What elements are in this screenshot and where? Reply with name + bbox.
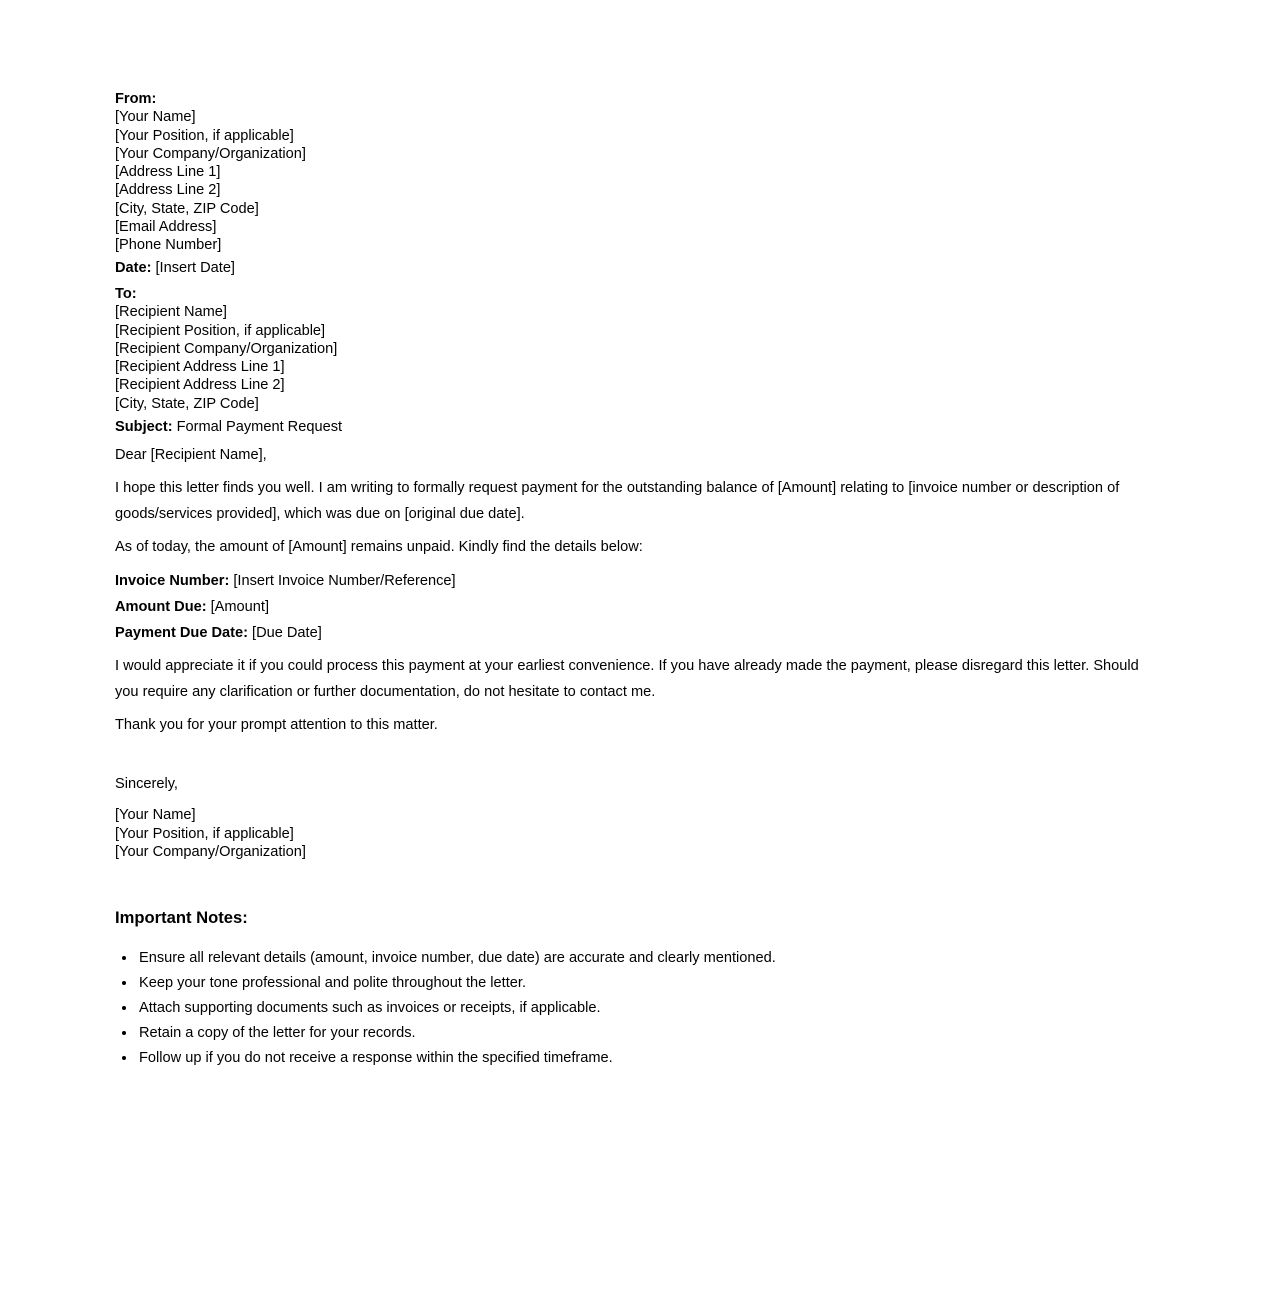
invoice-details-block [115, 568, 1147, 646]
from-block [115, 90, 1147, 255]
note-item-accurate-details: • Ensure all relevant details (amount, invoice number, due date) are accurate and clearly mentioned. [137, 946, 1147, 971]
date-line [115, 259, 1147, 277]
salutation: Dear [Recipient Name], [115, 447, 267, 464]
subject-value: Formal Payment Request [176, 419, 343, 436]
note-item-retain-copy: • Retain a copy of the letter for your records. [137, 1021, 1147, 1046]
payment-due-date-row [115, 620, 1147, 646]
invoice-number-row [115, 568, 1147, 594]
important-notes-list [115, 946, 1147, 1071]
recipient-name-line: [Recipient Name] [115, 304, 227, 321]
recipient-company-line: [Recipient Company/Organization] [115, 340, 338, 357]
from-company-line: [Your Company/Organization] [115, 145, 306, 162]
from-address2-line: [Address Line 2] [115, 182, 221, 199]
amount-due-label: Amount Due: [115, 599, 207, 616]
signature-company-line: [Your Company/Organization] [115, 843, 306, 860]
from-address1-line: [Address Line 1] [115, 164, 221, 181]
from-city-line: [City, State, ZIP Code] [115, 200, 259, 217]
from-position-line: [Your Position, if applicable] [115, 127, 294, 144]
date-label: Date: [115, 259, 152, 276]
paragraph-request: I hope this letter finds you well. I am writing to formally request payment for the outstanding balance of [Amount] relating to [invoice number or description of goods/services provided], which was due on [original due date]. [115, 480, 1120, 523]
important-notes-heading: Important Notes: [115, 908, 248, 928]
signature-position-line: [Your Position, if applicable] [115, 825, 294, 842]
recipient-address2-line: [Recipient Address Line 2] [115, 377, 285, 394]
paragraph-unpaid: As of today, the amount of [Amount] remains unpaid. Kindly find the details below: [115, 539, 643, 556]
invoice-number-label: Invoice Number: [115, 573, 230, 590]
signature-name-line: [Your Name] [115, 807, 196, 824]
from-phone-line: [Phone Number] [115, 237, 222, 254]
from-name-line: [Your Name] [115, 109, 196, 126]
closing: Sincerely, [115, 776, 178, 793]
note-item-professional-tone: • Keep your tone professional and polite throughout the letter. [137, 971, 1147, 996]
to-block [115, 285, 1147, 413]
note-item-follow-up: • Follow up if you do not receive a response within the specified timeframe. [137, 1046, 1147, 1071]
from-email-line: [Email Address] [115, 219, 217, 236]
subject-line [115, 418, 1147, 436]
paragraph-thanks: Thank you for your prompt attention to this matter. [115, 717, 438, 734]
note-item-attach-documents: • Attach supporting documents such as invoices or receipts, if applicable. [137, 996, 1147, 1021]
to-label: To: [115, 285, 137, 302]
date-value: [Insert Date] [155, 259, 235, 276]
signature-block [115, 806, 1147, 861]
payment-due-date-label: Payment Due Date: [115, 625, 249, 642]
from-label: From: [115, 91, 157, 107]
subject-label: Subject: [115, 419, 173, 436]
recipient-address1-line: [Recipient Address Line 1] [115, 359, 285, 376]
amount-due-row [115, 594, 1147, 620]
payment-due-date-value: [Due Date] [252, 625, 322, 642]
amount-due-value: [Amount] [210, 599, 270, 616]
recipient-position-line: [Recipient Position, if applicable] [115, 322, 326, 339]
paragraph-process-payment: I would appreciate it if you could process this payment at your earliest convenience. If you have already made the payment, please disregard this letter. Should you require any clarification or further documentation, do not hesitate to contact me. [115, 658, 1139, 701]
recipient-city-line: [City, State, ZIP Code] [115, 395, 259, 412]
invoice-number-value: [Insert Invoice Number/Reference] [233, 573, 456, 590]
